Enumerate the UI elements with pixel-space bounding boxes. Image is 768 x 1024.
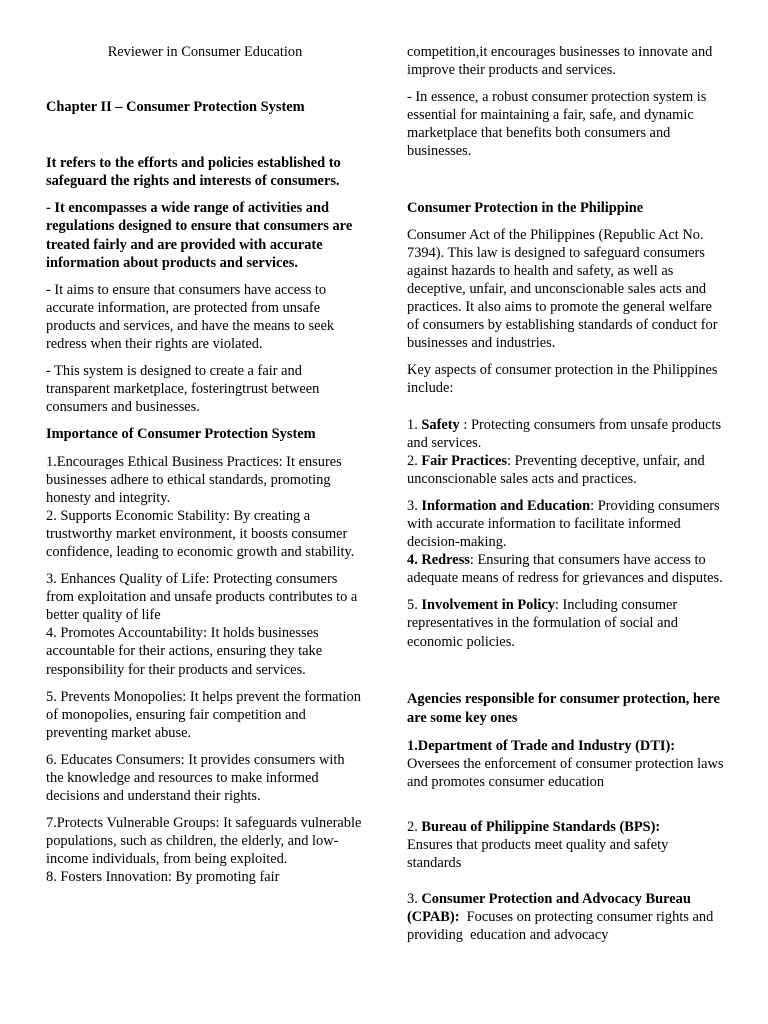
intro-paragraph-4: - This system is designed to create a fair and transparent marketplace, fosteringtrust between consumers and businesses. [46, 363, 320, 416]
essence-paragraph: - In essence, a robust consumer protection system is essential for maintaining a fair, safe, and dynamic marketplace that benefits both consumers and businesses. [407, 89, 707, 160]
aspects-group-1 [407, 416, 725, 488]
aspect-number: 1. [407, 416, 422, 433]
importance-item-8: 8. Fosters Innovation: By promoting fair [46, 869, 280, 886]
importance-list [46, 453, 364, 562]
importance-item-2: 2. Supports Economic Stability: By creating a trustworthy market environment, it boosts consumer confidence, leading to economic growth and stability. [46, 507, 355, 560]
agency-name: Consumer Protection and Advocacy Bureau (CPAB): [407, 891, 691, 926]
importance-item-1: 1.Encourages Ethical Business Practices: It ensures businesses adhere to ethical standards, promoting honesty and integrity. [46, 453, 342, 506]
agency-bps [407, 818, 725, 872]
agency-description: Ensures that products meet quality and safety standards [407, 837, 669, 872]
agency-number: 1. [407, 737, 418, 754]
importance-item-6: 6. Educates Consumers: It provides consumers with the knowledge and resources to make informed decisions and understand their rights. [46, 751, 345, 805]
aspect-number: 5. [407, 597, 422, 614]
agency-name: Department of Trade and Industry (DTI): [417, 737, 676, 754]
aspect-item-information [407, 497, 725, 551]
chapter-title: Chapter II – Consumer Protection System [46, 99, 305, 116]
aspect-description: : Including consumer representatives in the formulation of social and economic policies. [407, 597, 678, 650]
agency-description: Focuses on protecting consumer rights and providing education and advocacy [407, 909, 717, 944]
left-column [46, 0, 364, 887]
importance-list-group-2 [46, 570, 364, 679]
importance-item-4: 4. Promotes Accountability: It holds businesses accountable for their actions, ensuring they take responsibility for their products and services. [46, 625, 323, 678]
aspect-item-redress [407, 551, 725, 587]
intro-paragraph-3: - It aims to ensure that consumers have access to accurate information, are protected from unsafe products and services, and have the means to seek redress when their rights are violated. [46, 281, 335, 353]
aspect-term: Fair Practices [421, 452, 508, 469]
importance-item-7: 7.Protects Vulnerable Groups: It safeguards vulnerable populations, such as children, the elderly, and low-income individuals, from being exploited. [46, 815, 362, 868]
aspect-term: Involvement in Policy [421, 597, 555, 614]
aspect-item-policy [407, 596, 725, 650]
agency-description: Oversees the enforcement of consumer protection laws and promotes consumer education [407, 755, 724, 790]
intro-paragraph-1: It refers to the efforts and policies established to safeguard the rights and interests of consumers. [46, 155, 341, 190]
doc-title: Reviewer in Consumer Education [107, 44, 303, 60]
key-aspects-intro: Key aspects of consumer protection in the Philippines include: [407, 362, 718, 397]
aspect-term: Safety [421, 416, 460, 433]
importance-heading: Importance of Consumer Protection System [46, 426, 316, 443]
agency-number: 3. [407, 891, 422, 908]
agency-dti [407, 737, 725, 791]
importance-item-3: 3. Enhances Quality of Life: Protecting consumers from exploitation and unsafe products contributes to a better quality of life [46, 571, 358, 624]
aspect-number: 2. [407, 452, 422, 469]
intro-paragraph-2: - It encompasses a wide range of activities and regulations designed to ensure that consumers are treated fairly and are provided with accurate information about products and services. [46, 200, 353, 271]
aspect-item-fair-practices [407, 452, 725, 488]
aspect-description: : Ensuring that consumers have access to adequate means of redress for grievances and disputes. [407, 552, 723, 587]
aspect-description: : Providing consumers with accurate information to facilitate informed decision-making. [407, 497, 720, 551]
agency-cpab [407, 890, 725, 944]
aspects-group-2 [407, 497, 725, 587]
aspect-term: Information and Education [421, 497, 591, 514]
aspect-description: : Protecting consumers from unsafe products and services. [407, 416, 722, 451]
aspect-number: 4. [407, 552, 422, 569]
importance-item-8-continued: competition,it encourages businesses to innovate and improve their products and services. [407, 44, 713, 79]
importance-item-5: 5. Prevents Monopolies: It helps prevent the formation of monopolies, ensuring fair competition and preventing market abuse. [46, 688, 361, 741]
agencies-heading: Agencies responsible for consumer protection, here are some key ones [407, 690, 720, 726]
ph-heading: Consumer Protection in the Philippine [407, 199, 644, 216]
importance-list-group-3 [46, 814, 364, 886]
aspect-term: Redress [421, 552, 470, 569]
agency-number: 2. [407, 818, 422, 835]
aspect-description: : Preventing deceptive, unfair, and unconscionable sales acts and practices. [407, 452, 705, 487]
agency-name: Bureau of Philippine Standards (BPS): [421, 818, 661, 835]
consumer-act-paragraph: Consumer Act of the Philippines (Republic Act No. 7394). This law is designed to safeguard consumers against hazards to health and safety, as well as deceptive, unfair, and unconscionable sales acts and practices. It also aims to promote the general welfare of consumers by establishing standards of conduct for businesses and industries. [407, 226, 718, 352]
right-column [407, 0, 725, 944]
aspect-number: 3. [407, 497, 422, 514]
aspect-item-safety [407, 416, 725, 452]
